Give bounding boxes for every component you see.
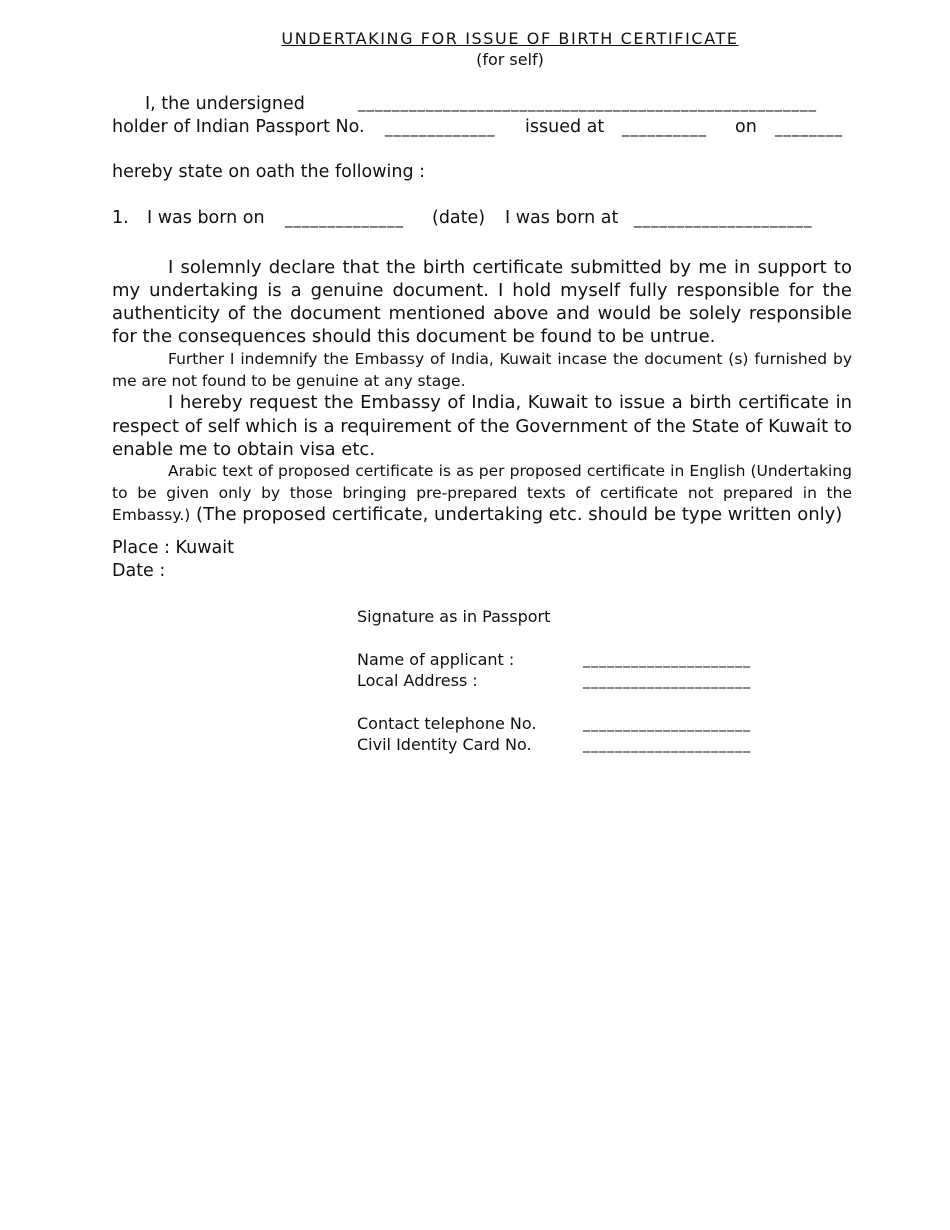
undersigned-label: I, the undersigned <box>145 94 305 114</box>
date-field-label: Date : <box>112 561 166 581</box>
issue-date-blank: ________ <box>775 119 843 137</box>
local-address-blank: _____________________ <box>583 673 751 689</box>
local-address-label: Local Address : <box>357 671 478 690</box>
applicant-name-blank: _____________________ <box>583 652 751 668</box>
civil-id-blank: _____________________ <box>583 737 751 753</box>
birth-date-blank: ______________ <box>285 210 404 228</box>
request-paragraph: I hereby request the Embassy of India, Kuwait to issue a birth certificate in respect of self which is a requirement of the Government of the State of Kuwait to enable me to obtain visa etc. <box>112 392 853 460</box>
born-at-label: I was born at <box>505 208 619 228</box>
telephone-blank: _____________________ <box>583 716 751 732</box>
oath-statement: hereby state on oath the following : <box>112 162 426 182</box>
applicant-name-label: Name of applicant : <box>357 650 515 669</box>
name-blank: ______________________________________________________ <box>358 94 817 112</box>
issued-at-blank: __________ <box>622 119 707 137</box>
arabic-text-paragraph <box>112 460 852 526</box>
date-label: (date) <box>432 208 486 228</box>
type-written-note: (The proposed certificate, undertaking etc. should be type written only) <box>190 504 843 525</box>
declaration-paragraph: I solemnly declare that the birth certificate submitted by me in support to my undertaking is a genuine document. I hold myself fully responsible for the authenticity of the document mentioned above and would be solely responsible for the consequences should this document be found to be untrue. <box>112 257 852 347</box>
document-subtitle: (for self) <box>476 50 544 69</box>
issued-at-label: issued at <box>525 117 605 137</box>
signature-heading: Signature as in Passport <box>357 607 551 626</box>
telephone-label: Contact telephone No. <box>357 714 537 733</box>
place-label: Place : Kuwait <box>112 538 235 558</box>
item-number: 1. <box>112 208 129 228</box>
civil-id-label: Civil Identity Card No. <box>357 735 532 754</box>
on-label: on <box>735 117 757 137</box>
born-on-label: I was born on <box>147 208 265 228</box>
passport-label: holder of Indian Passport No. <box>112 117 365 137</box>
arabic-text-note: Arabic text of proposed certificate is as per proposed certificate in English (Undertaking to be given only by those bringing pre-prepared texts of certificate not prepared in the Embassy.) <box>112 462 852 524</box>
document-title: UNDERTAKING FOR ISSUE OF BIRTH CERTIFICATE <box>281 29 739 48</box>
passport-number-blank: _____________ <box>385 119 496 137</box>
indemnity-paragraph: Further I indemnify the Embassy of India, Kuwait incase the document (s) furnished by me are not found to be genuine at any stage. <box>112 350 852 390</box>
birth-place-blank: _____________________ <box>634 210 813 228</box>
